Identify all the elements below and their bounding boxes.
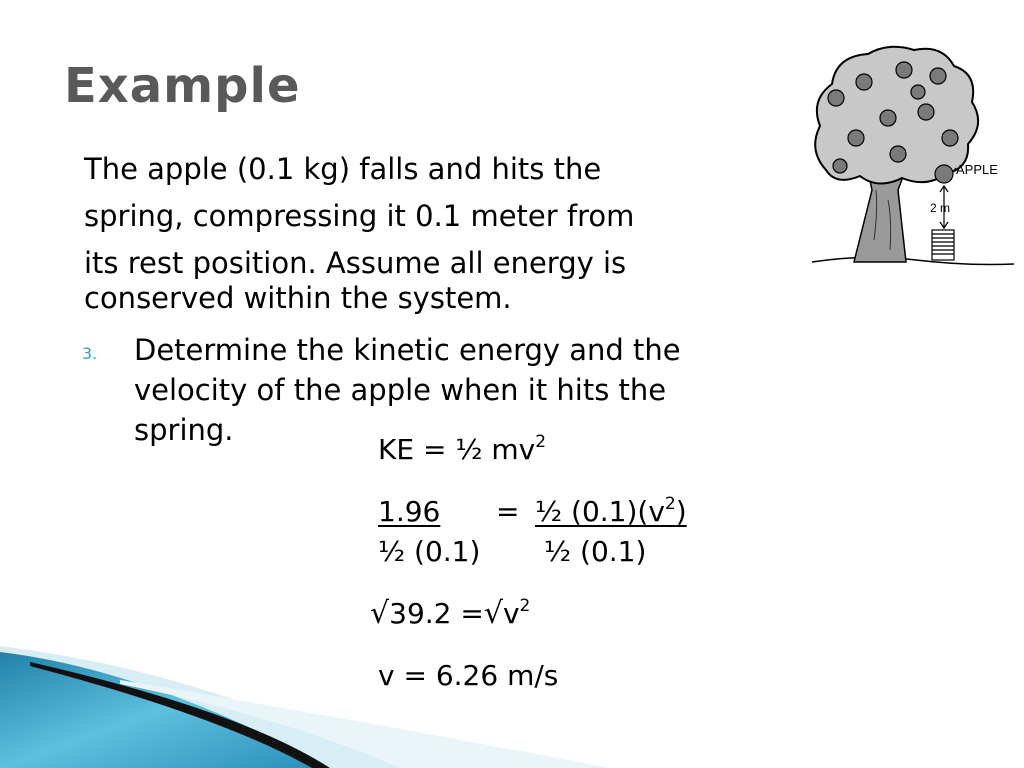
equals-sign: = (496, 495, 520, 528)
paragraph-line: its rest position. Assume all energy is (84, 246, 627, 280)
equation-fraction-numerators (378, 494, 718, 530)
numerator-right: ½ $(0.1)(v^2)$ (535, 494, 687, 528)
equation-fraction-denominators (378, 534, 718, 570)
apple-tree-illustration (806, 40, 1016, 280)
equation-ke (378, 432, 546, 468)
falling-apple-icon (935, 165, 953, 183)
numerator-left: 1.96 (378, 495, 441, 528)
equation-text: KE = ½ mv (378, 433, 536, 466)
denominator-left: ½ (0.1) (378, 535, 481, 568)
equation-result: v = 6.26 m/s (378, 659, 559, 692)
sqrt-right-value: v (502, 597, 520, 630)
paragraph-line: spring, compressing it 0.1 meter from (84, 199, 635, 233)
apple-label: APPLE (956, 162, 998, 177)
sqrt-left-value: 39.2 = (389, 597, 484, 630)
problem-paragraph (84, 146, 744, 317)
paragraph-line: The apple (0.1 kg) falls and hits the (84, 152, 602, 186)
decorative-swoosh (0, 600, 620, 768)
sqrt-symbol: √ (483, 596, 503, 631)
denominator-right: ½ (0.1) (544, 535, 647, 568)
exponent: 2 (519, 596, 531, 616)
list-item-text: Determine the kinetic energy and the velocity of the apple when it hits the spring. (134, 333, 681, 447)
sqrt-symbol: √ (370, 596, 390, 631)
paragraph-line: conserved within the system. (84, 281, 512, 315)
slide-title: Example (64, 58, 301, 114)
exponent: 2 (535, 432, 547, 452)
list-number: 3. (82, 344, 98, 363)
exponent: 2 (664, 494, 676, 514)
spring-icon (932, 230, 954, 260)
height-label: 2 m (930, 201, 951, 215)
